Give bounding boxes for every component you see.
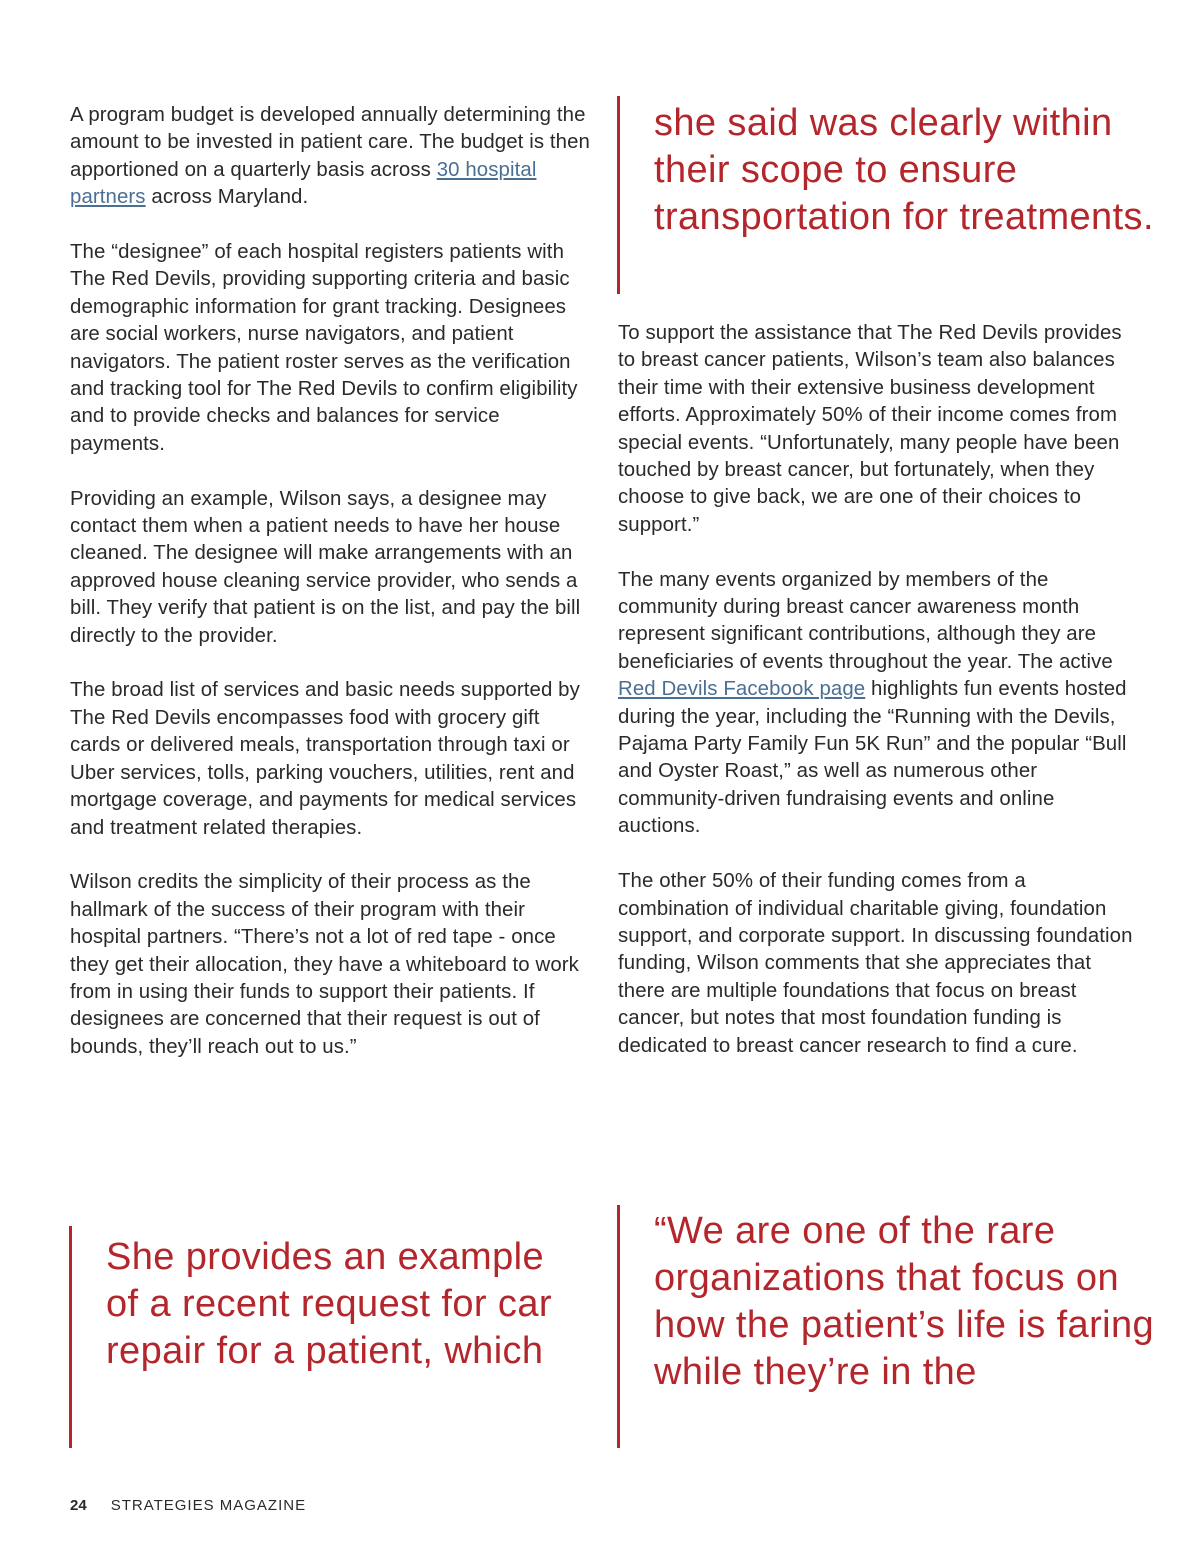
- paragraph-budget-text-before: A program budget is developed annually determining the amount to be invested in patient care. The budget is then apportioned on a quarterly basis across: [70, 104, 590, 181]
- paragraph-events-text-after: highlights fun events hosted during the year, including the “Running with the Devils, Pajama Party Family Fun 5K Run” and the popular “Bull and Oyster Roast,” as well as numerous other community-driven fundraising events and online auctions.: [618, 678, 1127, 838]
- paragraph-budget: [70, 102, 590, 212]
- page-footer: [70, 1497, 306, 1514]
- left-column: [70, 102, 590, 1061]
- page-number: 24: [70, 1497, 87, 1514]
- pull-quote-top-right: [617, 96, 1174, 294]
- paragraph-simplicity: Wilson credits the simplicity of their process as the hallmark of the success of their program with their hospital partners. “There’s not a lot of red tape - once they get their allocation, they have a whiteboard to work from in using their funds to support their patients. If designees are concerned that their request is out of bounds, they’ll reach out to us.”: [70, 871, 579, 1058]
- paragraph-budget-text-after: across Maryland.: [145, 186, 309, 209]
- paragraph-designee: The “designee” of each hospital registers patients with The Red Devils, providing supporting criteria and basic demographic information for grant tracking. Designees are social workers, nurse navigators, and patient navigators. The patient roster serves as the verification and tracking tool for The Red Devils to confirm eligibility and to provide checks and balances for service payments.: [70, 241, 578, 455]
- right-column: [618, 320, 1138, 1060]
- paragraph-services: The broad list of services and basic needs supported by The Red Devils encompasses food with grocery gift cards or delivered meals, transportation through taxi or Uber services, tolls, parking vouchers, utilities, rent and mortgage coverage, and payments for medical services and treatment related therapies.: [70, 679, 580, 839]
- facebook-page-link[interactable]: Red Devils Facebook page: [618, 678, 866, 701]
- paragraph-events-text-before: The many events organized by members of the community during breast cancer awareness month represent significant contributions, although they are beneficiaries of events throughout the year. The active: [618, 568, 1113, 673]
- publication-name: STRATEGIES MAGAZINE: [110, 1497, 307, 1514]
- paragraph-example: Providing an example, Wilson says, a designee may contact them when a patient needs to have her house cleaned. The designee will make arrangements with an approved house cleaning service provider, who sends a bill. They verify that patient is on the list, and pay the bill directly to the provider.: [70, 487, 581, 647]
- pull-quote-text: “We are one of the rare organizations that focus on how the patient’s life is faring while they’re in the: [654, 1210, 1155, 1393]
- hospital-partners-link[interactable]: 30 hospital partners: [70, 158, 537, 209]
- pull-quote-text: she said was clearly within their scope to ensure transportation for treatments.: [654, 102, 1154, 238]
- pull-quote-bottom-left: [69, 1226, 586, 1448]
- pull-quote-text: She provides an example of a recent request for car repair for a patient, which: [106, 1236, 552, 1372]
- paragraph-events: [618, 567, 1138, 841]
- paragraph-funding: The other 50% of their funding comes from a combination of individual charitable giving, foundation support, and corporate support. In discussing foundation funding, Wilson comments that she appreciates that there are multiple foundations that focus on breast cancer, but notes that most foundation funding is dedicated to breast cancer research to find a cure.: [618, 870, 1133, 1057]
- paragraph-business-development: To support the assistance that The Red Devils provides to breast cancer patients, Wilson’s team also balances their time with their extensive business development efforts. Approximately 50% of their income comes from special events. “Unfortunately, many people have been touched by breast cancer, but fortunately, when they choose to give back, we are one of their choices to support.”: [618, 322, 1122, 536]
- pull-quote-bottom-right: [617, 1205, 1174, 1448]
